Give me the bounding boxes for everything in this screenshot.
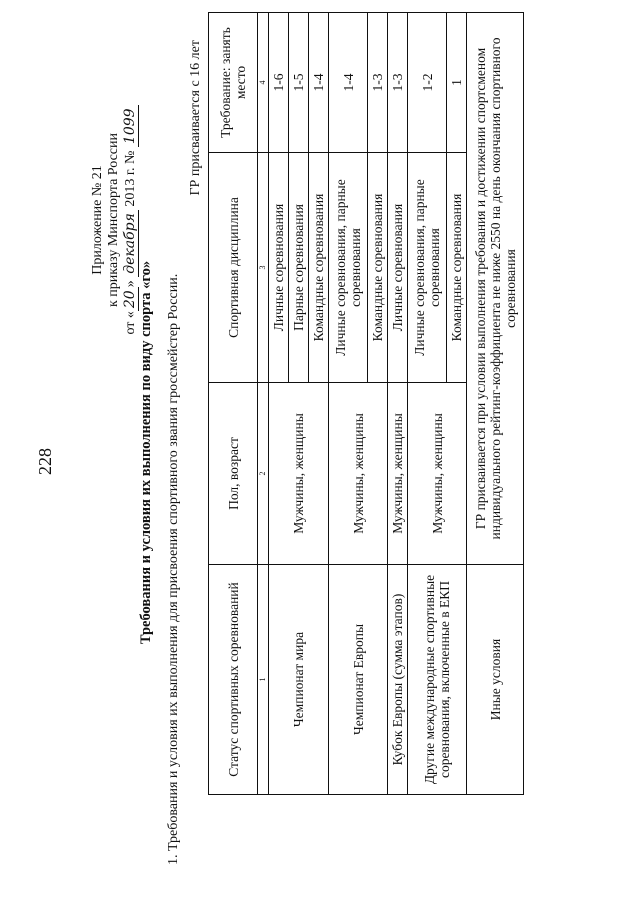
date-prefix: от « — [123, 311, 138, 335]
discipline-cell: Личные соревнования — [388, 153, 408, 383]
header-competition-status: Статус спортивных соревнований — [209, 565, 258, 795]
discipline-cell: Парные соревнования — [289, 153, 309, 383]
status-european-cup: Кубок Европы (сумма этапов) — [388, 565, 408, 795]
handwritten-day: 20 — [122, 287, 139, 311]
appendix-date-line — [122, 95, 139, 345]
page-number: 228 — [35, 448, 55, 475]
table-row — [388, 13, 408, 795]
status-other-conditions: Иные условия — [467, 565, 524, 795]
discipline-cell: Командные соревнования — [309, 153, 329, 383]
place-cell: 1 — [447, 13, 467, 153]
requirements-table — [208, 12, 524, 795]
discipline-cell: Командные соревнования — [447, 153, 467, 383]
table-row — [408, 13, 447, 795]
column-number: 1 — [258, 565, 269, 795]
appendix-header — [90, 95, 139, 345]
place-cell: 1-6 — [269, 13, 289, 153]
section-heading: 1. Требования и условия их выполнения для присвоения спортивного звания гроссмейстер России. — [166, 273, 181, 865]
other-conditions-text: ГР присваивается при условии выполнения требования и достижении спортсменом индивидуального рейтинг-коэффициента не ниже 2550 на день окончания спортивного соревнования — [467, 13, 524, 565]
column-number: 3 — [258, 153, 269, 383]
discipline-cell: Командные соревнования — [368, 153, 388, 383]
gender-cell: Мужчины, женщины — [269, 383, 329, 565]
table-row — [329, 13, 368, 795]
column-number: 2 — [258, 383, 269, 565]
date-close-quote: » — [123, 280, 138, 288]
discipline-cell: Личные соревнования, парные соревнования — [329, 153, 368, 383]
header-discipline: Спортивная дисциплина — [209, 153, 258, 383]
header-required-place: Требование: занять место — [209, 13, 258, 153]
place-cell: 1-3 — [368, 13, 388, 153]
document-title: Требования и условия их выполнения по виду спорта «го» — [138, 260, 154, 645]
header-gender-age: Пол, возраст — [209, 383, 258, 565]
date-year: 2013 г. № — [123, 150, 138, 207]
column-number-row — [258, 13, 269, 795]
table-header-row — [209, 13, 258, 795]
status-other-international: Другие международные спортивные соревнования, включенные в ЕКП — [408, 565, 467, 795]
status-european-championship: Чемпионат Европы — [329, 565, 388, 795]
discipline-cell: Личные соревнования — [269, 153, 289, 383]
handwritten-order-number: 1099 — [122, 105, 139, 147]
place-cell: 1-3 — [388, 13, 408, 153]
gender-cell: Мужчины, женщины — [329, 383, 388, 565]
discipline-cell: Личные соревнования, парные соревнования — [408, 153, 447, 383]
table-row — [467, 13, 524, 795]
place-cell: 1-4 — [309, 13, 329, 153]
place-cell: 1-2 — [408, 13, 447, 153]
column-number: 4 — [258, 13, 269, 153]
gender-cell: Мужчины, женщины — [408, 383, 467, 565]
gr-age-note: ГР присваивается с 16 лет — [188, 40, 203, 196]
gender-cell: Мужчины, женщины — [388, 383, 408, 565]
appendix-order-reference: к приказу Минспорта России — [106, 133, 121, 307]
status-world-championship: Чемпионат мира — [269, 565, 329, 795]
table-row — [269, 13, 289, 795]
appendix-number: Приложение № 21 — [90, 165, 105, 275]
handwritten-month: декабря — [122, 210, 139, 277]
place-cell: 1-4 — [329, 13, 368, 153]
place-cell: 1-5 — [289, 13, 309, 153]
